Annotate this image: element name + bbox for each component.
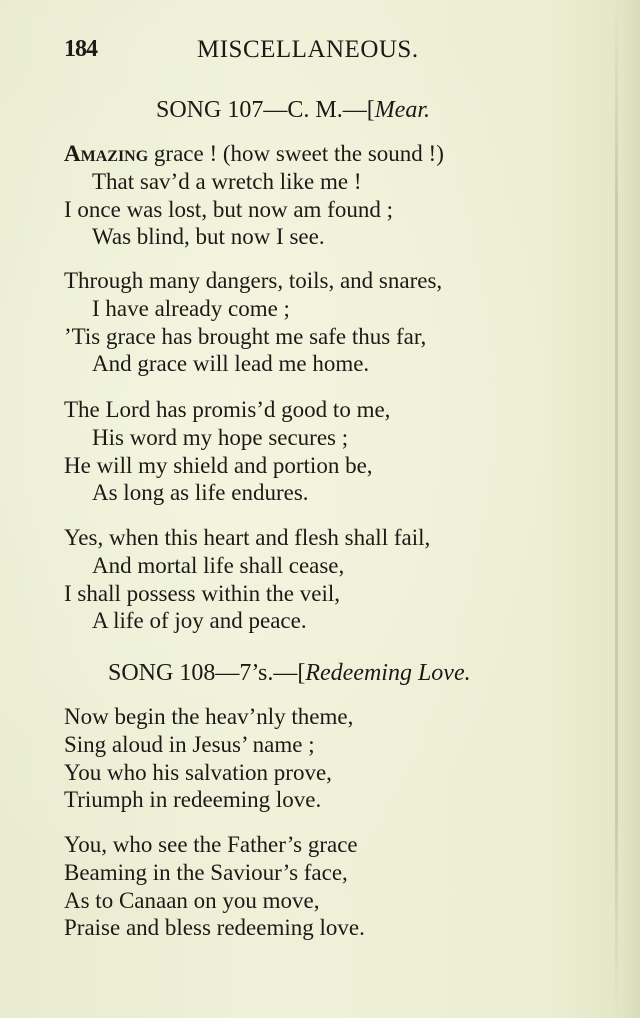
verse-line: I have already come ; <box>92 295 290 321</box>
verse-line: Through many dangers, toils, and snares, <box>64 268 443 293</box>
song-108-stanza-2 <box>64 831 365 942</box>
song-107-stanza-2 <box>64 267 442 378</box>
verse-line: Yes, when this heart and flesh shall fail, <box>64 525 431 550</box>
verse-line: Beaming in the Saviour’s face, <box>64 859 348 885</box>
song-108-heading <box>108 660 471 687</box>
song-107-tune: Mear. <box>374 97 431 123</box>
section-title: MISCELLANEOUS. <box>197 36 419 63</box>
verse-line: As long as life endures. <box>92 480 309 506</box>
verse-line: And grace will lead me home. <box>92 351 370 377</box>
verse-line: His word my hope secures ; <box>92 424 349 450</box>
song-107-heading <box>156 97 430 124</box>
verse-line: I shall possess within the veil, <box>64 580 340 606</box>
verse-line: You, who see the Father’s grace <box>64 832 358 857</box>
verse-line: That sav’d a wretch like me ! <box>92 168 362 194</box>
verse-line: Amazing grace ! (how sweet the sound !) <box>64 141 444 166</box>
verse-line: Now begin the heav’nly theme, <box>64 704 354 729</box>
verse-line: And mortal life shall cease, <box>92 552 345 578</box>
verse-line: Was blind, but now I see. <box>92 224 325 250</box>
song-108-stanza-1 <box>64 703 353 814</box>
song-107-title: SONG 107—C. M.—[ <box>156 97 375 123</box>
verse-line: He will my shield and portion be, <box>64 452 373 478</box>
verse-line: As to Canaan on you move, <box>64 887 320 913</box>
page-fold-shadow <box>615 0 618 1018</box>
verse-line: I once was lost, but now am found ; <box>64 196 393 222</box>
verse-line: A life of joy and peace. <box>92 608 307 634</box>
verse-line: Praise and bless redeeming love. <box>64 915 365 941</box>
song-108-title: SONG 108—7’s.—[ <box>108 660 306 686</box>
verse-line: Sing aloud in Jesus’ name ; <box>64 731 315 757</box>
song-108-tune: Redeeming Love. <box>305 660 471 686</box>
verse-line: You who his salvation prove, <box>64 759 332 785</box>
page-number: 184 <box>64 36 97 62</box>
song-107-stanza-4 <box>64 524 430 635</box>
verse-line: The Lord has promis’d good to me, <box>64 397 391 422</box>
first-word-smallcaps: Amazing <box>64 141 149 166</box>
song-107-stanza-1 <box>64 140 444 251</box>
verse-line: Triumph in redeeming love. <box>64 787 322 813</box>
verse-line: ’Tis grace has brought me safe thus far, <box>64 323 427 349</box>
song-107-stanza-3 <box>64 396 390 507</box>
running-head <box>64 36 484 70</box>
